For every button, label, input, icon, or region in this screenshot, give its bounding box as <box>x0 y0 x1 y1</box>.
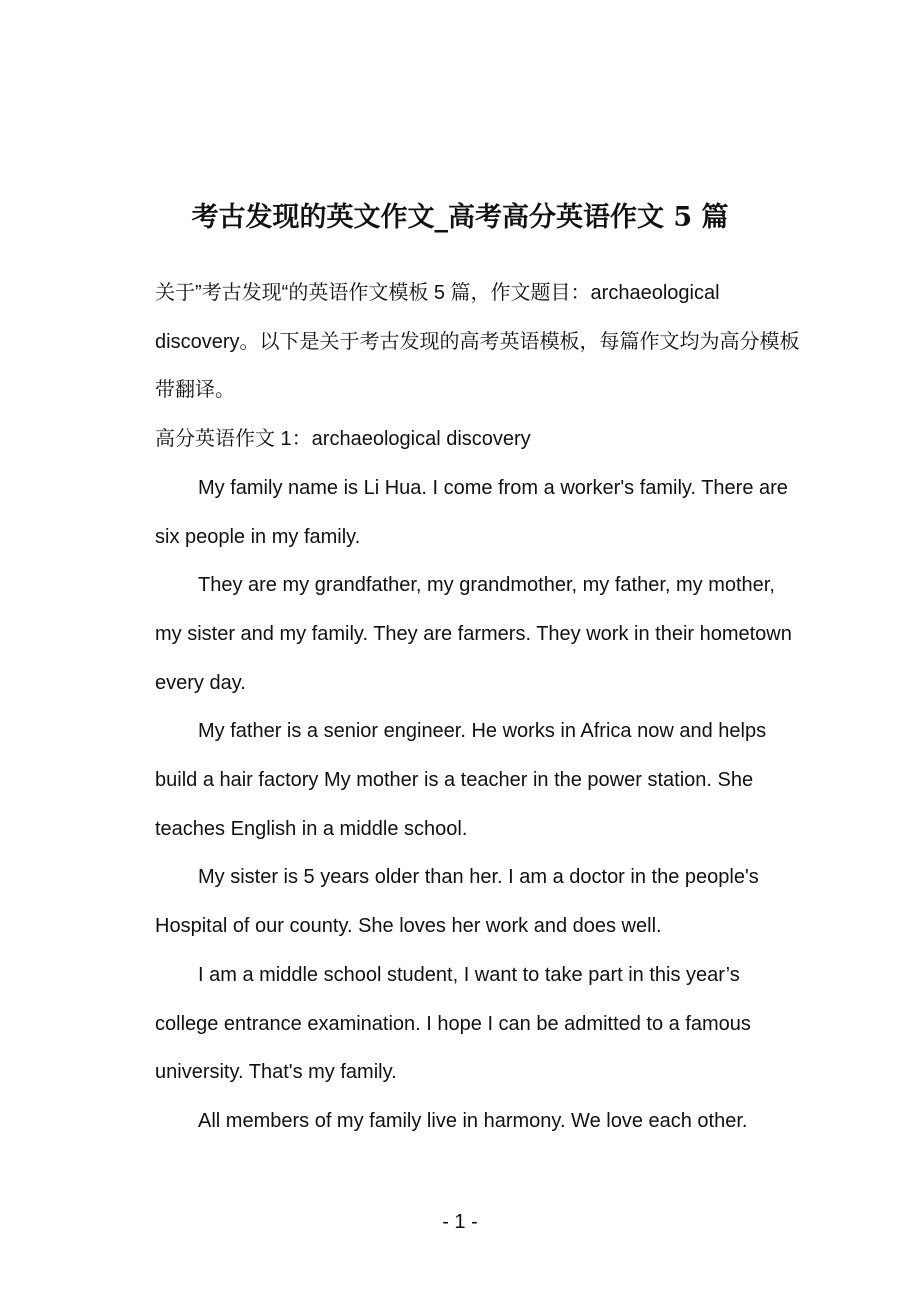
section-heading: 高分英语作文 1：archaeological discovery <box>155 428 531 451</box>
essay-paragraph-1: My family name is Li Hua. I come from a worker's family. There are six people in my family. <box>155 476 788 548</box>
page-number: - 1 - <box>442 1211 478 1233</box>
essay-paragraph-6: All members of my family live in harmony. We love each other. <box>198 1109 748 1132</box>
intro-paragraph: 关于”考古发现“的英语作文模板 5 篇，作文题目：archaeological discovery。以下是关于考古发现的高考英语模板，每篇作文均为高分模板带翻译。 <box>155 282 800 402</box>
essay-paragraph-3: My father is a senior engineer. He works in Africa now and helps build a hair factory My mother is a teacher in the power station. She teaches English in a middle school. <box>155 720 767 840</box>
essay-paragraph-4: My sister is 5 years older than her. I am a doctor in the people's Hospital of our county. She loves her work and does well. <box>155 866 759 938</box>
essay-paragraph-2: They are my grandfather, my grandmother, my father, my mother, my sister and my family. They are farmers. They work in their hometown every day. <box>155 574 792 694</box>
document-title: 考古发现的英文作文_高考高分英语作文 5 篇 <box>191 202 729 233</box>
essay-paragraph-5: I am a middle school student, I want to take part in this year’s college entrance examination. I hope I can be admitted to a famous university. That's my family. <box>155 963 751 1084</box>
document-body <box>155 269 807 1146</box>
